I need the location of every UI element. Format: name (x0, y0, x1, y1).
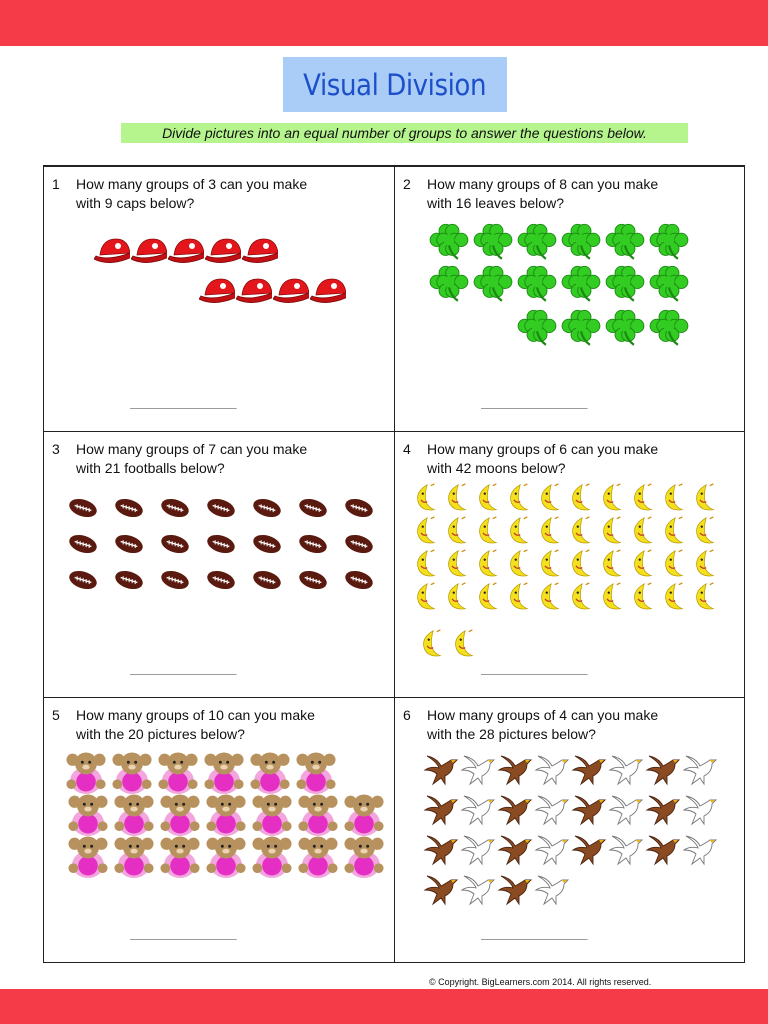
eagle-icon (645, 792, 681, 828)
question-text: How many groups of 7 can you make (76, 441, 308, 457)
moon-icon (537, 581, 569, 615)
question-cell-6 (395, 698, 745, 962)
page-title: Visual Division (303, 67, 487, 102)
eagle-icon (460, 832, 496, 868)
football-icon (156, 570, 194, 600)
moon-icon (413, 515, 445, 549)
moon-icon (451, 628, 483, 662)
title-box (283, 57, 507, 112)
cap-icon (310, 275, 346, 311)
eagle-icon (423, 792, 459, 828)
football-icon (294, 534, 332, 564)
eagle-icon (571, 752, 607, 788)
moon-icon (630, 482, 662, 516)
question-cell-2 (395, 166, 745, 432)
answer-line[interactable]: ________________ (130, 926, 236, 940)
football-icon (110, 570, 148, 600)
question-cell-4 (395, 432, 745, 698)
answer-line[interactable]: ________________ (481, 926, 587, 940)
bear-icon (112, 792, 156, 836)
answer-line[interactable]: ________________ (130, 661, 236, 675)
eagle-icon (497, 792, 533, 828)
clover-icon (517, 263, 557, 303)
eagle-icon (460, 872, 496, 908)
eagle-icon (423, 752, 459, 788)
football-icon (202, 498, 240, 528)
moon-icon (506, 482, 538, 516)
eagle-icon (608, 752, 644, 788)
eagle-icon (423, 872, 459, 908)
question-text-line2: with the 28 pictures below? (427, 726, 596, 742)
bear-icon (202, 750, 246, 794)
bear-icon (158, 792, 202, 836)
clover-icon (429, 263, 469, 303)
moon-icon (692, 482, 724, 516)
instructions-banner (121, 123, 688, 143)
clover-icon (561, 263, 601, 303)
clover-icon (473, 263, 513, 303)
moon-icon (419, 628, 451, 662)
football-icon (294, 570, 332, 600)
question-text-line2: with 42 moons below? (427, 460, 566, 476)
moon-icon (537, 482, 569, 516)
clover-icon (649, 307, 689, 347)
cap-icon (199, 275, 235, 311)
question-text-line2: with the 20 pictures below? (76, 726, 245, 742)
bear-icon (64, 750, 108, 794)
bear-icon (66, 792, 110, 836)
clover-icon (649, 221, 689, 261)
football-icon (64, 534, 102, 564)
football-icon (294, 498, 332, 528)
bear-icon (112, 834, 156, 878)
cap-icon (168, 235, 204, 271)
moon-icon (537, 548, 569, 582)
moon-icon (692, 548, 724, 582)
cap-icon (273, 275, 309, 311)
football-icon (156, 534, 194, 564)
question-text: How many groups of 8 can you make (427, 176, 659, 192)
moon-icon (444, 581, 476, 615)
moon-icon (413, 581, 445, 615)
football-icon (248, 534, 286, 564)
eagle-icon (682, 792, 718, 828)
clover-icon (605, 221, 645, 261)
moon-icon (661, 515, 693, 549)
moon-icon (506, 581, 538, 615)
moon-icon (444, 515, 476, 549)
eagle-icon (497, 752, 533, 788)
moon-icon (568, 548, 600, 582)
eagle-icon (534, 872, 570, 908)
cap-icon (205, 235, 241, 271)
answer-line[interactable]: ________________ (481, 661, 587, 675)
question-number: 3 (52, 441, 60, 457)
football-icon (156, 498, 194, 528)
clover-icon (561, 221, 601, 261)
bear-icon (250, 834, 294, 878)
moon-icon (599, 515, 631, 549)
moon-icon (537, 515, 569, 549)
moon-icon (413, 548, 445, 582)
moon-icon (692, 515, 724, 549)
moon-icon (599, 581, 631, 615)
question-text: How many groups of 6 can you make (427, 441, 659, 457)
eagle-icon (608, 832, 644, 868)
moon-icon (506, 548, 538, 582)
bear-icon (110, 750, 154, 794)
eagle-icon (460, 752, 496, 788)
clover-icon (561, 307, 601, 347)
moon-icon (630, 548, 662, 582)
moon-icon (630, 581, 662, 615)
question-cell-5 (44, 698, 395, 962)
moon-icon (661, 548, 693, 582)
moon-icon (506, 515, 538, 549)
bear-icon (294, 750, 338, 794)
question-number: 4 (403, 441, 411, 457)
question-text-line2: with 21 footballs below? (76, 460, 225, 476)
bear-icon (204, 834, 248, 878)
moon-icon (444, 482, 476, 516)
question-text: How many groups of 3 can you make (76, 176, 308, 192)
football-icon (340, 570, 378, 600)
question-cell-1 (44, 166, 395, 432)
football-icon (110, 534, 148, 564)
bear-icon (66, 834, 110, 878)
question-number: 6 (403, 707, 411, 723)
moon-icon (444, 548, 476, 582)
football-icon (64, 498, 102, 528)
eagle-icon (571, 792, 607, 828)
copyright-text: © Copyright. BigLearners.com 2014. All rights reserved. (429, 977, 652, 987)
bear-icon (342, 792, 386, 836)
question-number: 5 (52, 707, 60, 723)
eagle-icon (534, 832, 570, 868)
eagle-icon (682, 752, 718, 788)
football-icon (64, 570, 102, 600)
clover-icon (429, 221, 469, 261)
moon-icon (568, 482, 600, 516)
eagle-icon (682, 832, 718, 868)
question-number: 2 (403, 176, 411, 192)
bear-icon (296, 792, 340, 836)
question-grid (43, 165, 745, 963)
bear-icon (156, 750, 200, 794)
football-icon (248, 498, 286, 528)
answer-line[interactable]: ________________ (481, 395, 587, 409)
bear-icon (158, 834, 202, 878)
moon-icon (692, 581, 724, 615)
eagle-icon (534, 792, 570, 828)
eagle-icon (460, 792, 496, 828)
top-red-bar (0, 0, 768, 46)
moon-icon (599, 548, 631, 582)
question-cell-3 (44, 432, 395, 698)
eagle-icon (497, 832, 533, 868)
eagle-icon (534, 752, 570, 788)
eagle-icon (571, 832, 607, 868)
football-icon (340, 498, 378, 528)
moon-icon (413, 482, 445, 516)
moon-icon (475, 548, 507, 582)
football-icon (110, 498, 148, 528)
football-icon (340, 534, 378, 564)
football-icon (202, 570, 240, 600)
moon-icon (661, 581, 693, 615)
bottom-red-bar (0, 989, 768, 1024)
moon-icon (568, 515, 600, 549)
cap-icon (242, 235, 278, 271)
football-icon (202, 534, 240, 564)
moon-icon (568, 581, 600, 615)
clover-icon (517, 307, 557, 347)
eagle-icon (645, 832, 681, 868)
football-icon (248, 570, 286, 600)
eagle-icon (423, 832, 459, 868)
cap-icon (94, 235, 130, 271)
clover-icon (605, 307, 645, 347)
moon-icon (475, 581, 507, 615)
moon-icon (475, 515, 507, 549)
bear-icon (342, 834, 386, 878)
answer-line[interactable]: ________________ (130, 395, 236, 409)
bear-icon (248, 750, 292, 794)
instructions-text: Divide pictures into an equal number of groups to answer the questions below. (162, 125, 647, 141)
moon-icon (661, 482, 693, 516)
question-number: 1 (52, 176, 60, 192)
bear-icon (204, 792, 248, 836)
eagle-icon (645, 752, 681, 788)
eagle-icon (497, 872, 533, 908)
bear-icon (250, 792, 294, 836)
clover-icon (517, 221, 557, 261)
moon-icon (599, 482, 631, 516)
question-text: How many groups of 4 can you make (427, 707, 659, 723)
moon-icon (475, 482, 507, 516)
moon-icon (630, 515, 662, 549)
clover-icon (649, 263, 689, 303)
cap-icon (236, 275, 272, 311)
eagle-icon (608, 792, 644, 828)
clover-icon (605, 263, 645, 303)
question-text-line2: with 9 caps below? (76, 195, 195, 211)
question-text-line2: with 16 leaves below? (427, 195, 564, 211)
cap-icon (131, 235, 167, 271)
question-text: How many groups of 10 can you make (76, 707, 315, 723)
bear-icon (296, 834, 340, 878)
clover-icon (473, 221, 513, 261)
